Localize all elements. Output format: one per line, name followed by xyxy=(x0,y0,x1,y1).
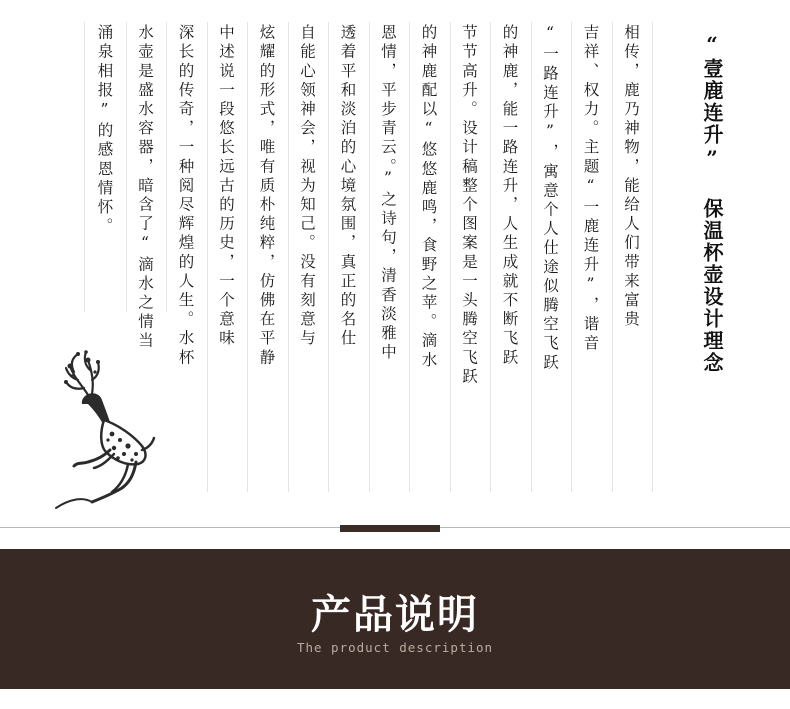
column-rule xyxy=(450,22,451,492)
column-rule xyxy=(84,22,85,312)
column-rule xyxy=(490,22,491,492)
poem-column: 的神鹿，能一路连升，人生成就不断飞跃 xyxy=(500,24,519,368)
poem-column: “一路连升”，寓意个人仕途似腾空飞跃 xyxy=(541,24,559,373)
poem-column: 涌泉相报”的感恩情怀。 xyxy=(95,24,114,237)
leaping-deer-icon xyxy=(48,350,158,510)
poem-column: 恩情，平步青云。”之诗句，清香淡雅中 xyxy=(379,24,397,363)
column-rule xyxy=(207,22,208,492)
column-rule xyxy=(612,22,613,492)
page-title: “壹鹿连升” 保温杯壶设计理念 xyxy=(700,32,724,374)
column-rule xyxy=(288,22,289,492)
poem-column: 相传，鹿乃神物，能给人们带来富贵 xyxy=(622,24,640,330)
poem-column: 自能心领神会，视为知己。没有刻意与 xyxy=(298,24,316,349)
poem-column: 炫耀的形式，唯有质朴纯粹，仿佛在平静 xyxy=(257,24,276,368)
section-subtitle: The product description xyxy=(296,640,494,655)
poem-column: 深长的传奇，一种阅尽辉煌的人生。水杯 xyxy=(176,24,195,368)
poem-column: 中述说一段悠长远古的历史，一个意味 xyxy=(217,24,235,349)
section-title: 产品说明 xyxy=(311,591,479,638)
poem-column: 吉祥、权力。主题“一鹿连升”，谐音 xyxy=(581,24,600,354)
poem-column: 节节高升。设计稿整个图案是一头腾空飞跃 xyxy=(460,24,478,387)
column-rule xyxy=(571,22,572,492)
column-rule xyxy=(328,22,329,492)
column-rule xyxy=(166,22,167,312)
column-rule xyxy=(126,22,127,312)
poem-column: 透着平和淡泊的心境氛围，真正的名仕 xyxy=(338,24,357,349)
column-rule xyxy=(369,22,370,492)
column-rule xyxy=(652,22,653,492)
poem-column: 水壶是盛水容器，暗含了“滴水之情当 xyxy=(136,24,154,352)
product-description-banner xyxy=(0,549,790,689)
column-rule xyxy=(531,22,532,492)
divider-accent xyxy=(340,525,440,532)
poem-column: 的神鹿配以“悠悠鹿鸣，食野之苹。滴水 xyxy=(419,24,438,371)
column-rule xyxy=(247,22,248,492)
column-rule xyxy=(409,22,410,492)
